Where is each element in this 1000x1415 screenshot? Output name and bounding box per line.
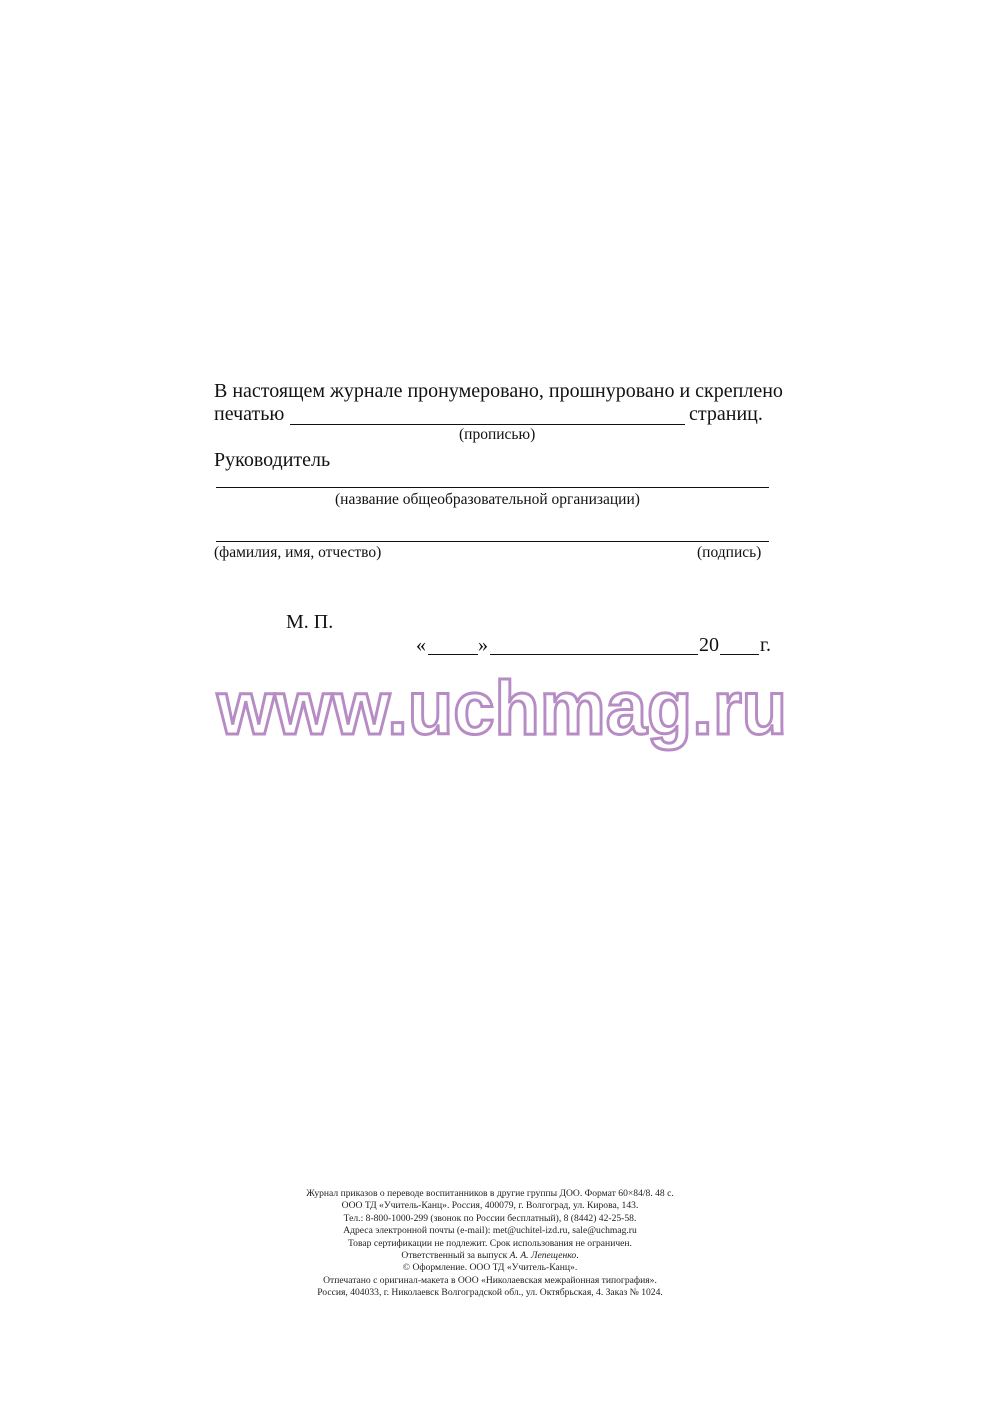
imprint-line: Россия, 404033, г. Николаевск Волгоградской обл., ул. Октябрьская, 4. Заказ № 1024. [317,1287,663,1299]
watermark-text: www.uchmag.ru [216,668,788,751]
date-year-field[interactable] [720,654,759,655]
fio-hint: (фамилия, имя, отчество) [214,544,382,561]
pages-word: страниц. [689,403,763,425]
responsible-suffix: . [576,1250,579,1262]
responsible-prefix: Ответственный за выпуск [401,1250,510,1262]
year-prefix: 20 [699,634,719,656]
year-suffix: г. [760,634,771,656]
imprint-line: © Оформление. ООО ТД «Учитель-Канц». [402,1262,578,1274]
head-label: Руководитель [214,449,331,471]
in-words-hint: (прописью) [459,426,536,443]
date-open-quote: « [416,634,426,656]
watermark-logo [212,668,792,758]
seal-word: печатью [214,403,285,425]
date-day-field[interactable] [428,654,478,655]
date-close-quote: » [478,634,488,656]
certification-line-1: В настоящем журнале пронумеровано, прошнуровано и скреплено [214,380,783,402]
imprint-line [250,1250,730,1262]
imprint-line: Тел.: 8-800-1000-299 (звонок по России бесплатный), 8 (8442) 42-25-58. [343,1212,637,1224]
fio-signature-field[interactable] [216,541,769,542]
organization-name-field[interactable] [216,487,769,488]
stamp-place: М. П. [286,611,334,633]
imprint-line: Журнал приказов о переводе воспитанников в другие группы ДОО. Формат 60×84/8. 48 с. [306,1188,674,1199]
date-month-field[interactable] [490,654,698,655]
imprint-line: Отпечатано с оригинал-макета в ООО «Николаевская межрайонная типография». [323,1274,657,1286]
pages-count-field[interactable] [290,424,685,425]
organization-hint: (название общеобразовательной организации) [335,491,640,508]
imprint-line: ООО ТД «Учитель-Канц». Россия, 400079, г. Волгоград, ул. Кирова, 143. [341,1200,639,1212]
imprint-line: Адреса электронной почты (e-mail): met@uchitel-izd.ru, sale@uchmag.ru [343,1225,637,1237]
signature-hint: (подпись) [697,544,762,561]
responsible-name: А. А. Лепещенко [509,1250,577,1262]
imprint-line: Товар сертификации не подлежит. Срок использования не ограничен. [348,1237,632,1249]
publisher-imprint [250,1188,730,1300]
